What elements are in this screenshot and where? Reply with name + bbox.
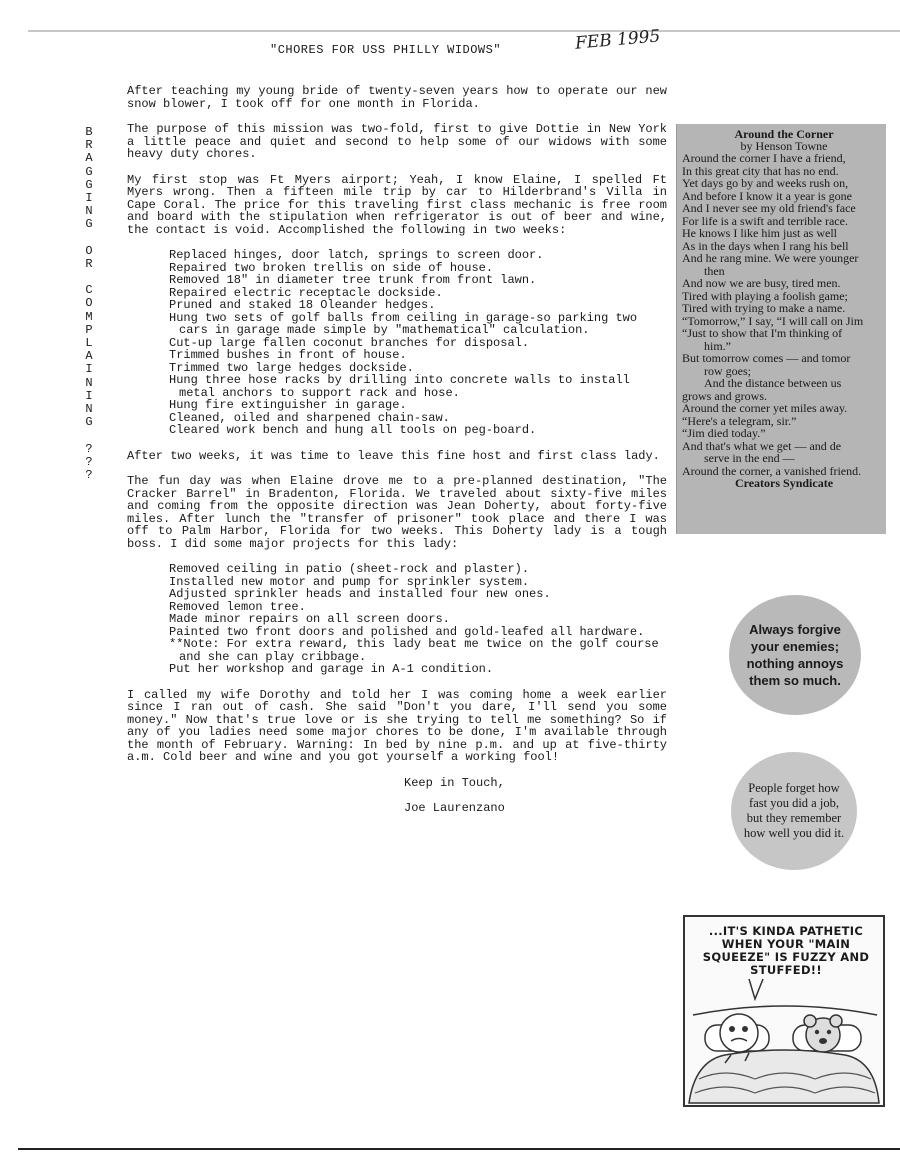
chore-item: Repaired electric receptacle dockside. (169, 285, 443, 300)
poem-line: And I never see my old friend's face (682, 201, 856, 215)
chore-item: Painted two front doors and polished and gold-leafed all hardware. (169, 624, 645, 639)
poem-line: serve in the end — (704, 451, 795, 465)
chore-item: Removed 18" in diameter tree trunk from front lawn. (169, 273, 537, 287)
side-label-letter: ? (85, 441, 93, 456)
chore-item: Removed lemon tree. (169, 599, 306, 614)
side-label-letter: A (85, 151, 93, 166)
chore-item: Hung three hose racks by drilling into concrete walls to install metal anchors to support rack and hose. (169, 373, 630, 400)
side-label-letter: C (85, 283, 93, 298)
poem-line: And the distance between us (704, 376, 842, 390)
speech-bubble-tail (749, 979, 763, 999)
side-label-letter: G (85, 177, 93, 192)
poem-line: then (704, 263, 725, 278)
poem-line: But tomorrow comes — and tomor (682, 351, 851, 365)
paragraph-fun-day: The fun day was when Elaine drove me to a pre-planned destination, "The Cracker Barrel" in Bradenton, Florida. We traveled about sixty-five miles and coming from the opposite direction was Jean Doherty, about forty-five miles. After lunch the "transfer of prisoner" took place and there I was off to Palm Harbor, Florida for two weeks. This Doherty lady is a tough boss. I did some major projects for this lady: (127, 474, 667, 551)
paragraph-two-weeks: After two weeks, it was time to leave this fine host and first class lady. (127, 448, 660, 463)
side-label-letter: R (85, 138, 93, 153)
poem-line: And he rang mine. We were younger (682, 251, 859, 265)
closing-line: Keep in Touch, (404, 775, 505, 790)
quote-badge-job (731, 752, 857, 870)
chore-item: Cleared work bench and hung all tools on peg-board. (169, 423, 537, 437)
poem-line: row goes; (704, 363, 751, 378)
chore-item: Pruned and staked 18 Oleander hedges. (169, 298, 436, 312)
poem-line: For life is a swift and terrible race. (682, 213, 848, 228)
poem-line: “Jim died today.” (682, 426, 766, 440)
side-label-letter: O (85, 296, 93, 311)
poem-line: And before I know it a year is gone (682, 188, 852, 203)
side-label-letter: B (85, 125, 93, 139)
chore-item: Replaced hinges, door latch, springs to screen door. (169, 248, 544, 262)
comic-clipping (683, 915, 885, 1107)
handwritten-date: FEB 1995 (574, 26, 662, 54)
signature: Joe Laurenzano (404, 801, 505, 815)
paragraph-called-wife: I called my wife Dorothy and told her I was coming home a week earlier since I ran out of cash. She said "Don't you dare, I'll send you some money." Now that's true love or is she trying to tell me something? So if any of you ladies need some major chores to be done, I'm available through the month of February. Warning: In bed by nine p.m. and up at five-thirty a.m. Cold beer and wine and you got yourself a working fool! (127, 687, 667, 764)
page-edge-top (28, 30, 900, 32)
side-label-letter: A (85, 349, 93, 364)
poem-credit: Creators Syndicate (734, 476, 834, 490)
side-label-letter: R (85, 256, 93, 271)
article-body (127, 85, 667, 828)
side-label-letter: ? (85, 467, 93, 482)
chore-item: Hung two sets of golf balls from ceiling in garage-so parking two cars in garage made simple by "mathematical" calculation. (169, 310, 638, 337)
poem-line: And that's what we get — and de (682, 438, 842, 453)
chore-list-cape-coral (127, 249, 667, 437)
chore-item: Installed new motor and pump for sprinkler system. (169, 574, 530, 589)
poem-lines (682, 152, 886, 477)
chore-item: Repaired two broken trellis on side of house. (169, 260, 494, 275)
poem-line: He knows I like him just as well (682, 226, 837, 240)
poem-line: Tired with trying to make a name. (682, 301, 846, 315)
page-title: "CHORES FOR USS PHILLY WIDOWS" (270, 43, 502, 57)
chore-item: Cut-up large fallen coconut branches for disposal. (169, 335, 530, 350)
chore-item: Made minor repairs on all screen doors. (169, 612, 450, 626)
poem-line: “Just to show that I'm thinking of (682, 326, 843, 340)
poem-line: “Here's a telegram, sir.” (682, 413, 797, 428)
poem-line: grows and grows. (682, 388, 767, 403)
paragraph-first-stop: My first stop was Ft Myers airport; Yeah, I know Elaine, I spelled Ft Myers wrong. Then a fifteen mile trip by car to Hilderbrand's Villa in Cape Coral. The price for this traveling first class mechanic is free room and board with the stipulation when refrigerator is out of beer and wine, the contact is void. Accomplished the following in two weeks: (127, 172, 667, 237)
poem-line: Around the corner yet miles away. (682, 401, 848, 415)
chore-item: Trimmed bushes in front of house. (169, 348, 407, 362)
poem-line: And now we are busy, tired men. (682, 276, 841, 290)
poem-byline: by Henson Towne (740, 139, 828, 153)
poem-line: In this great city that has no end. (682, 163, 839, 178)
paragraph-intro: After teaching my young bride of twenty-seven years how to operate our new snow blower, I took off for one month in Florida. (127, 84, 667, 111)
poem-line: Yet days go by and weeks rush on, (682, 176, 849, 190)
side-label-letter: L (85, 336, 93, 350)
comic-bed-illustration (685, 975, 883, 1105)
poem-line: Around the corner I have a friend, (682, 151, 846, 165)
character-head (720, 1014, 758, 1052)
side-label-letter: M (85, 309, 93, 324)
poem-clipping (676, 124, 886, 534)
chore-item: Cleaned, oiled and sharpened chain-saw. (169, 410, 450, 425)
chore-item: Removed ceiling in patio (sheet-rock and plaster). (169, 562, 530, 576)
chore-item: Adjusted sprinkler heads and installed four new ones. (169, 587, 551, 601)
side-label-letter (82, 232, 96, 245)
chore-item: Put her workshop and garage in A-1 condition. (169, 662, 494, 676)
poem-line: him.” (704, 338, 731, 353)
chore-item: Trimmed two large hedges dockside. (169, 360, 414, 375)
poem-line: “Tomorrow,” I say, “I will call on Jim (682, 313, 864, 328)
side-label-letter: G (85, 415, 93, 430)
side-label-letter: G (85, 217, 93, 232)
quote-badge-forgive (729, 595, 861, 715)
side-label-letter: I (85, 388, 93, 403)
side-label-letter: P (85, 322, 93, 337)
blanket (689, 1050, 879, 1103)
side-label-letter: O (85, 243, 93, 258)
poem-line: Around the corner, a vanished friend. (682, 463, 862, 478)
side-label-letter: I (85, 190, 93, 205)
vertical-side-label (82, 126, 96, 482)
side-label-letter (82, 429, 96, 442)
chore-item: **Note: For extra reward, this lady beat me twice on the golf course and she can play cribbage. (169, 637, 659, 664)
side-label-letter: N (85, 401, 93, 416)
side-label-letter: G (85, 164, 93, 179)
quote-forgive-text: Always forgive your enemies; nothing annoys them so much. (746, 622, 844, 688)
poem-line: Tired with playing a foolish game; (682, 288, 848, 303)
chore-list-palm-harbor (127, 563, 667, 676)
poem-title: Around the Corner (734, 127, 834, 141)
headboard (693, 1006, 877, 1015)
poem-line: As in the days when I rang his bell (682, 238, 849, 253)
paragraph-purpose: The purpose of this mission was two-fold, first to give Dottie in New York a little peace and quiet and second to help some of our widows with some heavy duty chores. (127, 122, 667, 161)
side-label-letter: ? (85, 454, 93, 469)
chore-item: Hung fire extinguisher in garage. (169, 398, 407, 412)
side-label-letter: N (85, 204, 93, 219)
quote-job-text: People forget how fast you did a job, but they remember how well you did it. (743, 781, 845, 840)
page-edge-bottom (18, 1148, 900, 1150)
side-label-letter: I (85, 362, 93, 377)
side-label-letter: N (85, 375, 93, 390)
comic-caption: ...IT'S KINDA PATHETIC WHEN YOUR "MAIN SQUEEZE" IS FUZZY AND STUFFED!! (702, 924, 870, 977)
